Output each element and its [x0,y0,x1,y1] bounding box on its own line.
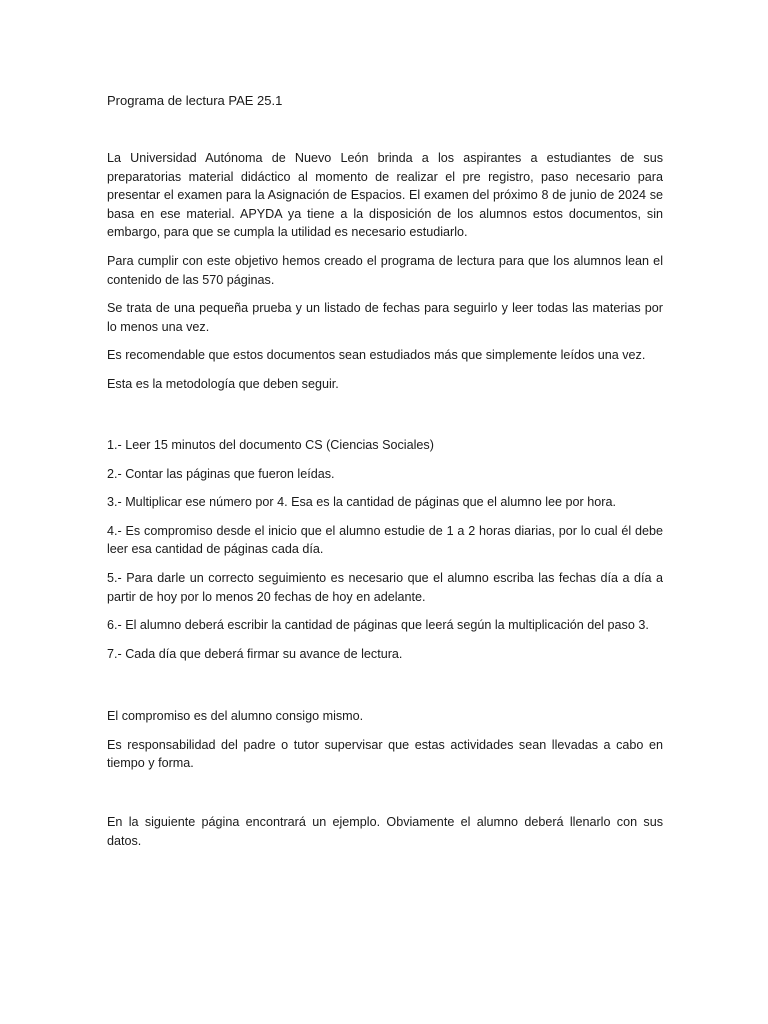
commitment-paragraph: Es responsabilidad del padre o tutor supervisar que estas actividades sean llevadas a cabo en tiempo y forma. [107,737,663,771]
document-title: Programa de lectura PAE 25.1 [107,93,283,108]
steps-list [107,436,663,663]
step-item: 3.- Multiplicar ese número por 4. Esa es la cantidad de páginas que el alumno lee por hora. [107,495,616,510]
intro-paragraph: Es recomendable que estos documentos sean estudiados más que simplemente leídos una vez. [107,348,646,363]
commitment-section [107,707,663,773]
step-item: 5.- Para darle un correcto seguimiento es necesario que el alumno escriba las fechas día a día a partir de hoy por lo menos 20 fechas de hoy en adelante. [107,570,663,604]
intro-section [107,149,663,394]
closing-section [107,813,663,850]
commitment-paragraph: El compromiso es del alumno consigo mismo. [107,709,364,723]
step-item: 7.- Cada día que deberá firmar su avance de lectura. [107,646,403,661]
step-item: 6.- El alumno deberá escribir la cantidad de páginas que leerá según la multiplicación del paso 3. [107,618,649,633]
step-item: 4.- Es compromiso desde el inicio que el alumno estudie de 1 a 2 horas diarias, por lo cual él debe leer esa cantidad de páginas cada día. [107,523,663,557]
intro-paragraph: Para cumplir con este objetivo hemos creado el programa de lectura para que los alumnos lean el contenido de las 570 páginas. [107,253,663,287]
intro-paragraph: Se trata de una pequeña prueba y un listado de fechas para seguirlo y leer todas las materias por lo menos una vez. [107,301,663,334]
closing-paragraph: En la siguiente página encontrará un ejemplo. Obviamente el alumno deberá llenarlo con sus datos. [107,815,663,848]
intro-paragraph: Esta es la metodología que deben seguir. [107,376,339,391]
step-item: 1.- Leer 15 minutos del documento CS (Ciencias Sociales) [107,438,434,452]
step-item: 2.- Contar las páginas que fueron leídas. [107,466,335,481]
intro-paragraph: La Universidad Autónoma de Nuevo León brinda a los aspirantes a estudiantes de sus preparatorias material didáctico al momento de realizar el pre registro, paso necesario para presentar el examen para la Asignación de Espacios. El examen del próximo 8 de junio de 2024 se basa en ese material. APYDA ya tiene a la disposición de los alumnos estos documentos, sin embargo, para que se cumpla la utilidad es necesario estudiarlo. [107,151,663,240]
